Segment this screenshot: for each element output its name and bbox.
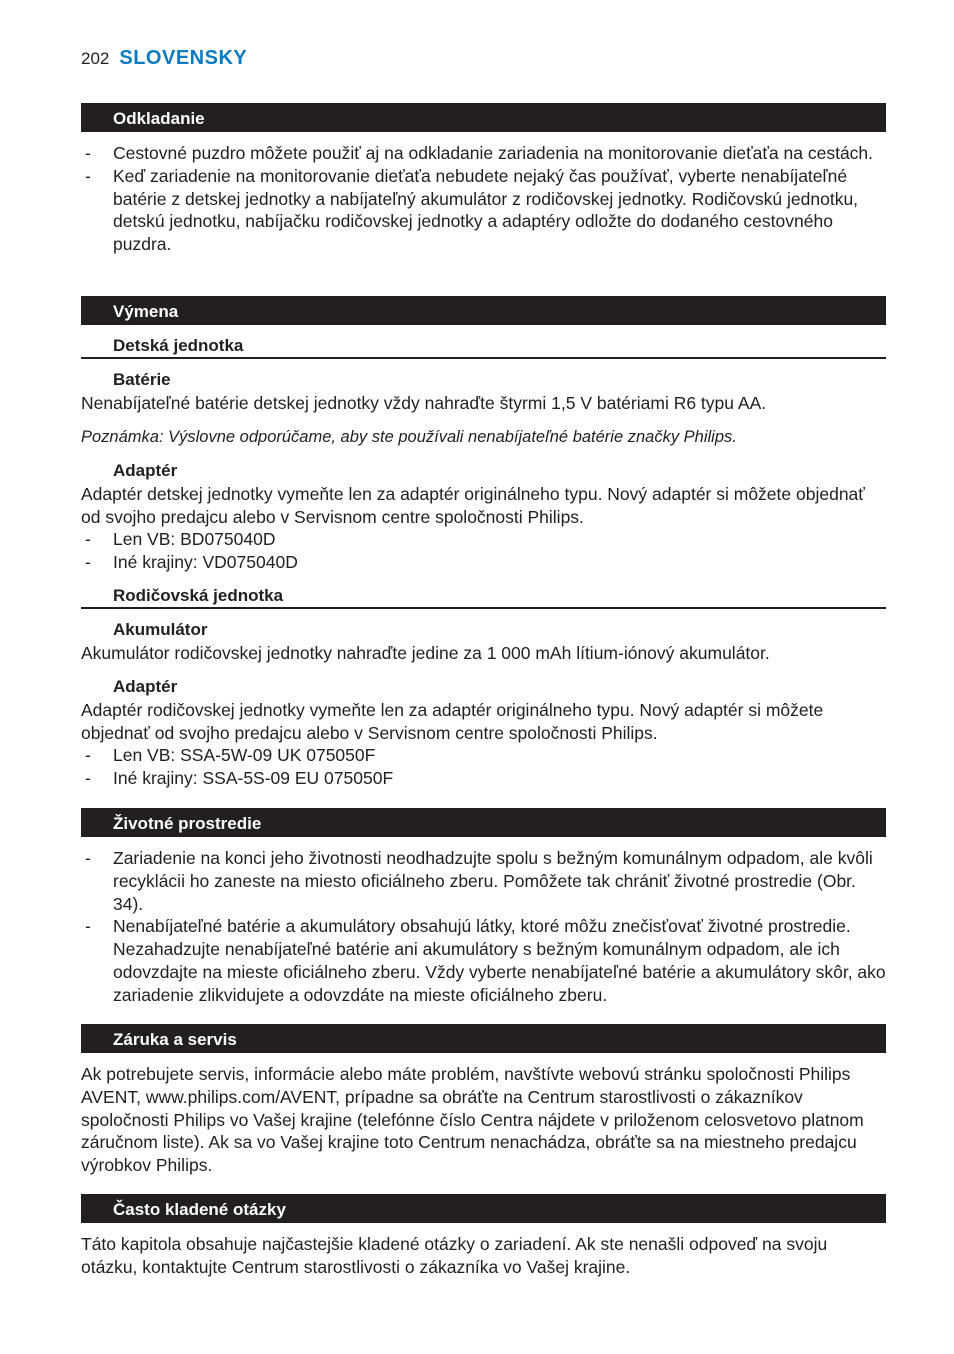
child-adapter-list	[81, 528, 886, 574]
section-header-zivotne-prostredie: Životné prostredie	[81, 808, 886, 837]
list-item: - Iné krajiny: SSA-5S-09 EU 075050F	[81, 767, 886, 790]
list-item: - Zariadenie na konci jeho životnosti neodhadzujte spolu s bežným komunálnym odpadom, ale kvôli recyklácii ho zaneste na miesto oficiálneho zberu. Pomôžete tak chrániť životné prostredie (Obr. 34).	[81, 847, 886, 915]
section-header-odkladanie: Odkladanie	[81, 103, 886, 132]
language-label: SLOVENSKY	[119, 47, 248, 69]
page-header	[81, 47, 247, 75]
faq-text: Táto kapitola obsahuje najčastejšie kladené otázky o zariadení. Ak ste nenašli odpoveď na svoju otázku, kontaktujte Centrum starostlivosti o zákazníka vo Vašej krajine.	[81, 1234, 828, 1277]
section-header-faq: Často kladené otázky	[81, 1194, 886, 1223]
list-item: - Iné krajiny: VD075040D	[81, 551, 886, 574]
parent-adapter-list	[81, 744, 886, 790]
heading-child-battery: Batérie	[113, 370, 171, 389]
list-item: - Nenabíjateľné batérie a akumulátory obsahujú látky, ktoré môžu znečisťovať životné prostredie. Nezahadzujte nenabíjateľné batérie ani akumulátory s bežným komunálnym odpadom, ale ich odovzdajte na mieste oficiálneho zberu. Vždy vyberte nenabíjateľné batérie a akumulátory skôr, ako zariadenie zlikvidujete a odovzdáte na mieste oficiálneho zberu.	[81, 915, 886, 1006]
heading-child-adapter: Adaptér	[113, 461, 178, 480]
zaruka-text-after: , prípadne sa obráťte na Centrum starostlivosti o zákazníkov spoločnosti Philips vo Vašej krajine (telefónne číslo Centra nájdete v priloženom celosvetovo platnom záručnom liste). Ak sa vo Vašej krajine toto Centrum nenachádza, obráťte sa na miestneho predajcu výrobkov Philips.	[81, 1086, 864, 1176]
list-item: - Len VB: BD075040D	[81, 528, 886, 551]
zivotne-list	[81, 847, 886, 1007]
page-number: 202	[81, 49, 110, 68]
list-item: - Cestovné puzdro môžete použiť aj na odkladanie zariadenia na monitorovanie dieťaťa na cestách.	[81, 142, 886, 165]
parent-adapter-text: Adaptér rodičovskej jednotky vymeňte len za adaptér originálneho typu. Nový adaptér si môžete objednať od svojho predajcu alebo v Servisnom centre spoločnosti Philips.	[81, 700, 824, 743]
zaruka-text-before: Ak potrebujete servis, informácie alebo máte problém, navštívte webovú stránku spoločnosti Philips AVENT,	[81, 1064, 851, 1107]
zaruka-text	[81, 1063, 886, 1177]
section-header-zaruka: Záruka a servis	[81, 1024, 886, 1053]
heading-parent-battery: Akumulátor	[113, 620, 208, 639]
section-header-vymena: Výmena	[81, 296, 886, 325]
child-battery-note: Poznámka: Výslovne odporúčame, aby ste používali nenabíjateľné batérie značky Philips.	[81, 428, 737, 446]
list-item: - Keď zariadenie na monitorovanie dieťaťa nebudete nejaký čas používať, vyberte nenabíjateľné batérie z detskej jednotky a nabíjateľný akumulátor z rodičovskej jednotky. Rodičovskú jednotku, detskú jednotku, nabíjačku rodičovskej jednotky a adaptéry odložte do dodaného cestovného puzdra.	[81, 165, 886, 256]
odkladanie-list	[81, 142, 886, 256]
subheading-parent-unit: Rodičovská jednotka	[81, 585, 886, 609]
list-item: - Len VB: SSA-5W-09 UK 075050F	[81, 744, 886, 767]
subheading-child-unit: Detská jednotka	[81, 335, 886, 359]
child-battery-text: Nenabíjateľné batérie detskej jednotky vždy nahraďte štyrmi 1,5 V batériami R6 typu AA.	[81, 393, 767, 413]
parent-battery-text: Akumulátor rodičovskej jednotky nahraďte jedine za 1 000 mAh lítium-iónový akumulátor.	[81, 643, 770, 663]
philips-avent-link[interactable]: www.philips.com/AVENT	[145, 1086, 336, 1107]
heading-parent-adapter: Adaptér	[113, 677, 178, 696]
child-adapter-text: Adaptér detskej jednotky vymeňte len za adaptér originálneho typu. Nový adaptér si môžete objednať od svojho predajcu alebo v Servisnom centre spoločnosti Philips.	[81, 484, 865, 527]
